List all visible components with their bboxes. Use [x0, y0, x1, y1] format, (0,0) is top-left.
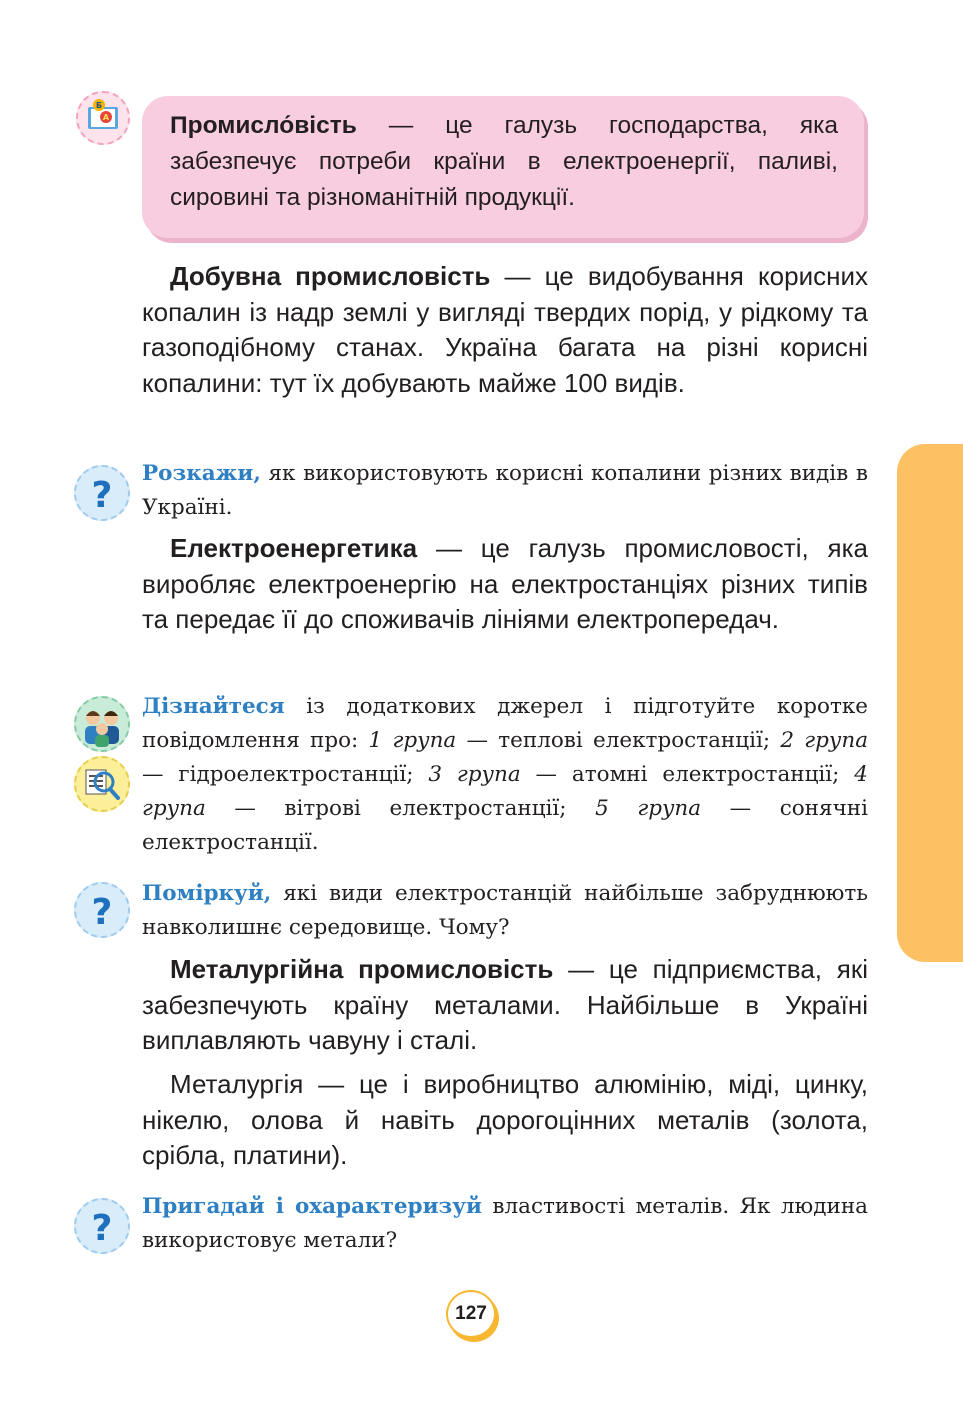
- definition-term: Промисло́вість: [170, 112, 357, 139]
- term-mining: Добувна промисловість: [170, 261, 491, 291]
- svg-text:?: ?: [91, 475, 113, 516]
- task-recall: Пригадай і охарактеризуй властивості металів. Як людина використовує метали?: [142, 1194, 868, 1253]
- question-icon: [74, 1198, 130, 1254]
- magnifier-document-icon: [74, 756, 130, 812]
- svg-text:?: ?: [91, 1208, 113, 1249]
- svg-text:Б: Б: [95, 101, 103, 110]
- paragraph-metallurgy: Металургійна промисловість — це підприємства, які забезпечують країну металами. Найбільше в Україні виплавляють чавуну і сталі.: [142, 954, 868, 1055]
- paragraph-mining: Добувна промисловість — це видобування корисних копалин із надр землі у вигляді твердих порід, у рідкому та газоподібному станах. Україна багата на різні корисні копалини: тут їх добувають майже 100 видів.: [142, 261, 868, 398]
- task-think: Поміркуй, які види електростанцій найбільше забруднюють навколишнє середовище. Чому?: [142, 881, 868, 940]
- svg-text:?: ?: [91, 892, 113, 933]
- task-learn: Дізнайтеся із додаткових джерел і підготуйте коротке повідомлення про: 1 група — теплові електростанції; 2 група — гідроелектростанції; 3 група — атомні електростанції; 4 група — вітрові електростанції; 5 група — сонячні електростанції.: [142, 694, 869, 855]
- term-metallurgy: Металургійна промисловість: [170, 954, 554, 984]
- paragraph-energy: Електроенергетика — це галузь промисловості, яка виробляє електроенергію на електростанціях різних типів та передає її до споживачів лініями електропередач.: [142, 533, 868, 634]
- dictionary-book-icon: [76, 91, 130, 145]
- question-icon: [74, 882, 130, 938]
- question-icon: [74, 465, 130, 521]
- paragraph-metallurgy-2: Металургія — це і виробництво алюмінію, міді, цинку, нікелю, олова й навіть дорогоцінних металів (золота, срібла, платини).: [142, 1069, 868, 1170]
- svg-text:А: А: [102, 113, 110, 122]
- task-tell: Розкажи, як використовують корисні копалини різних видів в Україні.: [142, 461, 868, 520]
- definition-text: Промисло́вість — це галузь господарства, яка забезпечує потреби країни в електроенергії, паливі, сировині та різноманітній продукції.: [170, 112, 838, 211]
- chapter-side-tab: [897, 444, 963, 962]
- group-work-icon: [74, 696, 130, 752]
- term-energy: Електроенергетика: [170, 533, 418, 563]
- page-number: 127: [446, 1290, 496, 1338]
